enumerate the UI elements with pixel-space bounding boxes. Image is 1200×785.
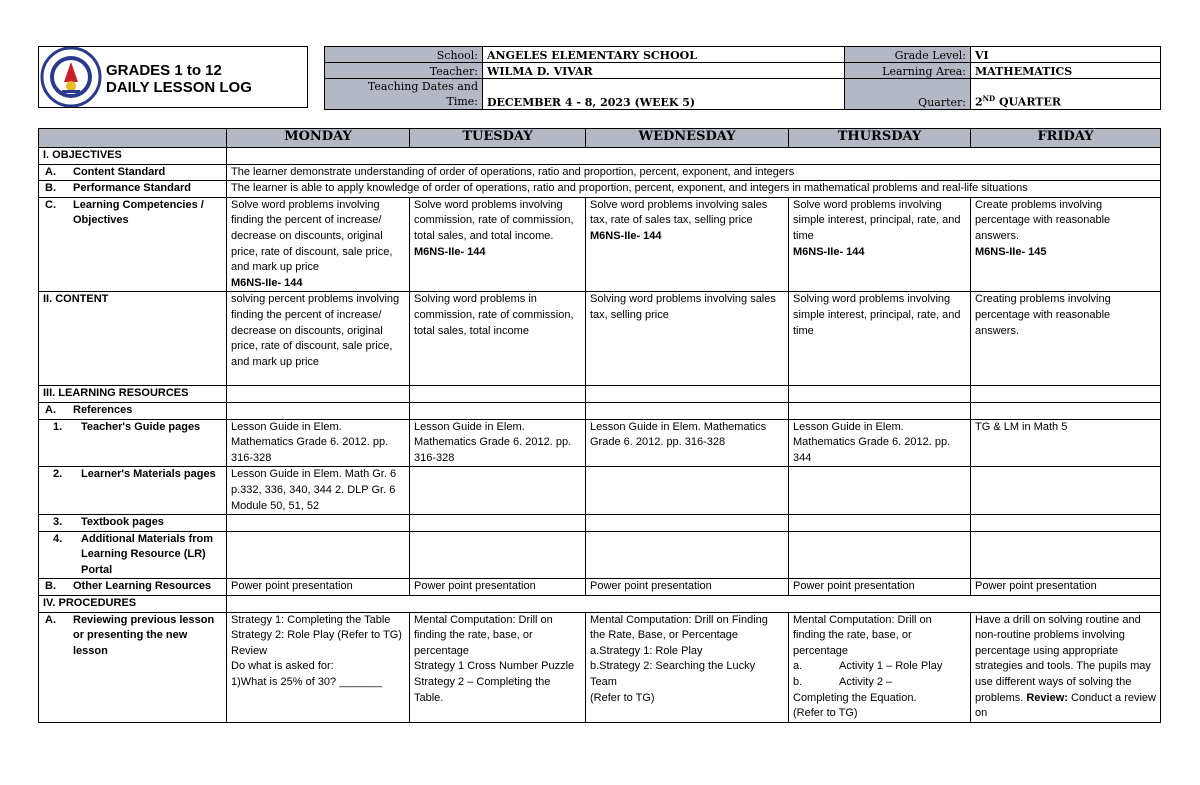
- references-text: References: [73, 403, 133, 416]
- teachers-guide-text: Teacher's Guide pages: [81, 420, 201, 433]
- competencies-row: [39, 197, 1161, 292]
- review-marker: A.: [45, 613, 56, 626]
- textbook-wednesday: [586, 515, 789, 532]
- review-monday-line-3: Review: [231, 644, 268, 657]
- learners-materials-friday: [971, 467, 1161, 515]
- teachers-guide-wednesday: Lesson Guide in Elem. Mathematics Grade 6. 2012. pp. 316-328: [586, 419, 789, 467]
- competency-friday-code: M6NS-IIe- 145: [975, 245, 1047, 258]
- learners-materials-label: [39, 467, 227, 515]
- resources-row: [39, 386, 1161, 403]
- teachers-guide-marker: 1.: [53, 420, 63, 433]
- other-resources-wednesday: Power point presentation: [586, 579, 789, 596]
- quarter-suffix: ND: [982, 94, 996, 104]
- competency-tuesday: [410, 197, 586, 292]
- competency-monday-text: Solve word problems involving finding the percent of increase/ decrease on discounts, original price, rate of discount, sale price, and mark up price: [231, 198, 393, 274]
- procedures-row: [39, 596, 1161, 613]
- textbook-text: Textbook pages: [81, 516, 164, 529]
- review-thursday-a-text: Activity 1 – Role Play: [839, 660, 943, 673]
- performance-standard-label: [39, 181, 227, 198]
- review-thursday-item-b: [793, 675, 966, 691]
- other-resources-thursday: Power point presentation: [789, 579, 971, 596]
- teachers-guide-label: [39, 419, 227, 467]
- teachers-guide-thursday: Lesson Guide in Elem. Mathematics Grade 6. 2012. pp. 344: [789, 419, 971, 467]
- additional-materials-marker: 4.: [53, 532, 63, 545]
- additional-materials-text: Additional Materials from Learning Resource (LR) Portal: [81, 532, 214, 576]
- content-monday: solving percent problems involving finding the percent of increase/ decrease on discounts, original price, rate of discount, sale price, and mark up price: [227, 292, 410, 386]
- learners-materials-text: Learner's Materials pages: [81, 468, 216, 481]
- competencies-marker: C.: [45, 198, 56, 211]
- page-title: [106, 62, 252, 96]
- resources-blank-1: [227, 386, 410, 403]
- additional-materials-label: [39, 531, 227, 579]
- resources-blank-3: [586, 386, 789, 403]
- day-header-blank: [39, 129, 227, 148]
- review-tuesday-line-2: Strategy 1 Cross Number Puzzle: [414, 660, 575, 673]
- textbook-tuesday: [410, 515, 586, 532]
- content-standard-value: The learner demonstrate understanding of order of operations, ratio and proportion, percent, exponent, and integers: [227, 164, 1161, 181]
- review-thursday-line-4: Completing the Equation.: [793, 691, 917, 704]
- grade-level-value: VI: [971, 47, 1161, 63]
- references-blank-4: [789, 402, 971, 419]
- review-thursday-intro: Mental Computation: Drill on finding the rate, base, or percentage: [793, 613, 932, 657]
- additional-materials-tuesday: [410, 531, 586, 579]
- content-standard-marker: A.: [45, 165, 56, 178]
- competency-wednesday: [586, 197, 789, 292]
- resources-blank-5: [971, 386, 1161, 403]
- school-label: School:: [325, 47, 483, 63]
- additional-materials-thursday: [789, 531, 971, 579]
- review-monday-line-2: Strategy 2: Role Play (Refer to TG): [231, 629, 402, 642]
- textbook-monday: [227, 515, 410, 532]
- title-line-2: DAILY LESSON LOG: [106, 79, 252, 96]
- additional-materials-friday: [971, 531, 1161, 579]
- review-friday-bold: Review:: [1026, 691, 1068, 704]
- other-resources-tuesday: Power point presentation: [410, 579, 586, 596]
- review-thursday-a-marker: a.: [793, 660, 803, 673]
- learning-area-value: MATHEMATICS: [971, 63, 1161, 79]
- textbook-friday: [971, 515, 1161, 532]
- additional-materials-wednesday: [586, 531, 789, 579]
- competency-monday-code: M6NS-IIe- 144: [231, 276, 303, 289]
- grade-level-label: Grade Level:: [845, 47, 971, 63]
- day-tuesday: TUESDAY: [410, 129, 586, 148]
- other-resources-friday: Power point presentation: [971, 579, 1161, 596]
- textbook-row: [39, 515, 1161, 532]
- other-resources-label: [39, 579, 227, 596]
- review-monday-line-4: Do what is asked for:: [231, 660, 334, 673]
- review-tuesday: [410, 612, 586, 722]
- review-wednesday-line-2: a.Strategy 1: Role Play: [590, 644, 703, 657]
- performance-standard-text: Performance Standard: [73, 182, 191, 195]
- review-friday-tail: Conduct a review on: [975, 691, 1156, 720]
- references-marker: A.: [45, 403, 56, 416]
- quarter-value: [971, 79, 1161, 110]
- review-monday-line-5: 1)What is 25% of 30? _______: [231, 676, 383, 689]
- teachers-guide-row: [39, 419, 1161, 467]
- quarter-number: 2: [975, 96, 983, 109]
- learning-area-label: Learning Area:: [845, 63, 971, 79]
- day-wednesday: WEDNESDAY: [586, 129, 789, 148]
- learners-materials-marker: 2.: [53, 468, 63, 481]
- content-row: [39, 292, 1161, 386]
- competency-thursday-text: Solve word problems involving simple interest, principal, rate, and time: [793, 198, 961, 242]
- review-text: Reviewing previous lesson or presenting the new lesson: [73, 613, 215, 657]
- other-resources-row: [39, 579, 1161, 596]
- content-standard-label: [39, 164, 227, 181]
- teaching-dates-label-2: Time:: [446, 95, 478, 108]
- performance-standard-marker: B.: [45, 182, 56, 195]
- other-resources-monday: Power point presentation: [227, 579, 410, 596]
- review-monday: [227, 612, 410, 722]
- textbook-thursday: [789, 515, 971, 532]
- performance-standard-value: The learner is able to apply knowledge of order of operations, ratio and proportion, percent, exponent, and integers in mathematical problems and real-life situations: [227, 181, 1161, 198]
- references-row: [39, 402, 1161, 419]
- other-resources-text: Other Learning Resources: [73, 580, 212, 593]
- additional-materials-row: [39, 531, 1161, 579]
- title-line-1: GRADES 1 to 12: [106, 62, 222, 79]
- content-thursday: Solving word problems involving simple interest, principal, rate, and time: [789, 292, 971, 386]
- competency-tuesday-text: Solve word problems involving commission, rate of commission, total sales, and total income.: [414, 198, 574, 242]
- content-standard-text: Content Standard: [73, 165, 166, 178]
- objectives-blank: [227, 148, 1161, 165]
- school-value: ANGELES ELEMENTARY SCHOOL: [483, 47, 845, 63]
- objectives-heading: I. OBJECTIVES: [39, 148, 227, 165]
- day-friday: FRIDAY: [971, 129, 1161, 148]
- teacher-value: WILMA D. VIVAR: [483, 63, 845, 79]
- competency-friday-text: Create problems involving percentage with reasonable answers.: [975, 198, 1111, 242]
- teaching-dates-label: [325, 79, 483, 110]
- day-header-row: [39, 129, 1161, 148]
- procedures-blank: [227, 596, 1161, 613]
- review-monday-line-1: Strategy 1: Completing the Table: [231, 613, 391, 626]
- content-friday: Creating problems involving percentage with reasonable answers.: [971, 292, 1161, 386]
- performance-standard-row: [39, 181, 1161, 198]
- review-friday-text: Have a drill on solving routine and non-routine problems involving percentage using appropriate strategies and tools. The pupils may use different ways of solving the problems.: [975, 613, 1151, 704]
- references-label: [39, 402, 227, 419]
- review-thursday-b-marker: b.: [793, 676, 803, 689]
- review-wednesday-line-4: (Refer to TG): [590, 691, 655, 704]
- header-info-table: [324, 46, 1161, 110]
- references-blank-3: [586, 402, 789, 419]
- review-tuesday-line-3: Strategy 2 – Completing the Table.: [414, 676, 551, 704]
- competency-thursday: [789, 197, 971, 292]
- procedures-heading: IV. PROCEDURES: [39, 596, 227, 613]
- competency-monday: [227, 197, 410, 292]
- learners-materials-monday: Lesson Guide in Elem. Math Gr. 6 p.332, 336, 340, 344 2. DLP Gr. 6 Module 50, 51, 52: [227, 467, 410, 515]
- lesson-log-table: [38, 128, 1161, 723]
- review-tuesday-line-1: Mental Computation: Drill on finding the rate, base, or percentage: [414, 613, 553, 657]
- review-wednesday: [586, 612, 789, 722]
- day-thursday: THURSDAY: [789, 129, 971, 148]
- additional-materials-monday: [227, 531, 410, 579]
- review-label: [39, 612, 227, 722]
- review-thursday: [789, 612, 971, 722]
- teacher-label: Teacher:: [325, 63, 483, 79]
- review-wednesday-line-3: b.Strategy 2: Searching the Lucky Team: [590, 660, 756, 689]
- learners-materials-row: [39, 467, 1161, 515]
- competencies-text: Learning Competencies / Objectives: [73, 198, 204, 227]
- resources-blank-4: [789, 386, 971, 403]
- teaching-dates-value: DECEMBER 4 - 8, 2023 (WEEK 5): [483, 79, 845, 110]
- learners-materials-wednesday: [586, 467, 789, 515]
- content-standard-row: [39, 164, 1161, 181]
- competency-wednesday-code: M6NS-IIe- 144: [590, 229, 662, 242]
- objectives-row: [39, 148, 1161, 165]
- learners-materials-thursday: [789, 467, 971, 515]
- references-blank-5: [971, 402, 1161, 419]
- references-blank-1: [227, 402, 410, 419]
- day-monday: MONDAY: [227, 129, 410, 148]
- resources-heading: III. LEARNING RESOURCES: [39, 386, 227, 403]
- content-tuesday: Solving word problems in commission, rate of commission, total sales, total income: [410, 292, 586, 386]
- review-friday: [971, 612, 1161, 722]
- learners-materials-tuesday: [410, 467, 586, 515]
- review-row: [39, 612, 1161, 722]
- resources-blank-2: [410, 386, 586, 403]
- teachers-guide-tuesday: Lesson Guide in Elem. Mathematics Grade 6. 2012. pp. 316-328: [410, 419, 586, 467]
- references-blank-2: [410, 402, 586, 419]
- quarter-text: QUARTER: [995, 96, 1061, 109]
- teachers-guide-friday: TG & LM in Math 5: [971, 419, 1161, 467]
- competency-thursday-code: M6NS-IIe- 144: [793, 245, 865, 258]
- content-wednesday: Solving word problems involving sales tax, selling price: [586, 292, 789, 386]
- teaching-dates-label-1: Teaching Dates and: [367, 80, 478, 93]
- competency-friday: [971, 197, 1161, 292]
- competency-tuesday-code: M6NS-IIe- 144: [414, 245, 486, 258]
- review-thursday-b-text: Activity 2 –: [839, 676, 893, 689]
- competencies-label: [39, 197, 227, 292]
- review-thursday-line-5: (Refer to TG): [793, 707, 858, 720]
- content-heading: II. CONTENT: [39, 292, 227, 386]
- textbook-label: [39, 515, 227, 532]
- other-resources-marker: B.: [45, 580, 56, 593]
- quarter-label: Quarter:: [845, 79, 971, 110]
- textbook-marker: 3.: [53, 516, 63, 529]
- review-thursday-item-a: [793, 659, 966, 675]
- teachers-guide-monday: Lesson Guide in Elem. Mathematics Grade 6. 2012. pp. 316-328: [227, 419, 410, 467]
- competency-wednesday-text: Solve word problems involving sales tax, rate of sales tax, selling price: [590, 198, 768, 227]
- review-wednesday-line-1: Mental Computation: Drill on Finding the Rate, Base, or Percentage: [590, 613, 768, 642]
